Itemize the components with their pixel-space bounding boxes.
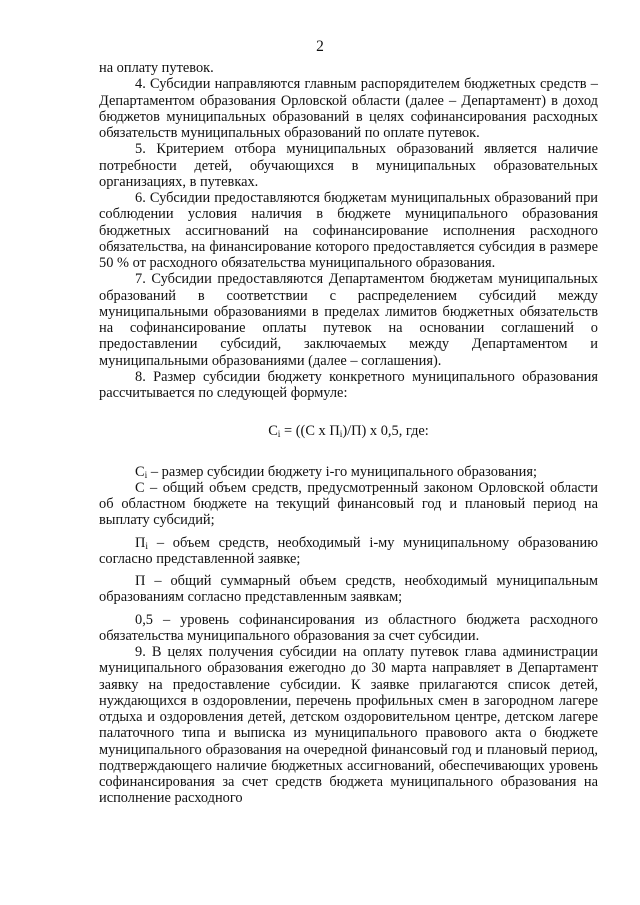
document-body [99,60,598,807]
definition-ci-symbol: С [135,463,145,480]
paragraph-9: 9. В целях получения субсидии на оплату путевок глава администрации муниципального образования ежегодно до 30 марта направляет в Департамент заявку на предоставление субсидии. К заявке прилагаются список детей, нуждающихся в оздоровлении, перечень профильных смен в загородном лагере отдыха и оздоровления детей, детском оздоровительном центре, детском лагере палаточного типа и выписка из муниципального правового акта о бюджете муниципального образования на очередной финансовый год и плановый период, подтверждающего наличие бюджетных ассигнований, обеспечивающих уровень софинансирования за счет средств бюджета муниципального образования на исполнение расходного [99,644,598,807]
definition-pi-text: – объем средств, необходимый i-му муниципальному образованию согласно представленной заявке; [99,534,598,567]
definition-p: П – общий суммарный объем средств, необходимый муниципальным образованиям согласно представленным заявкам; [99,573,598,606]
paragraph-5: 5. Критерием отбора муниципальных образований является наличие потребности детей, обучающихся в муниципальных образовательных организациях, в путевках. [99,141,598,190]
definition-ci [99,464,598,480]
definition-0-5: 0,5 – уровень софинансирования из областного бюджета расходного обязательства муниципального образования за счет субсидии. [99,611,598,644]
formula-lhs: С [268,423,278,440]
definition-pi [99,535,598,568]
definition-c: С – общий объем средств, предусмотренный законом Орловской области об областном бюджете на текущий финансовый год и плановый период на выплату субсидий; [99,479,598,529]
paragraph-6: 6. Субсидии предоставляются бюджетам муниципальных образований при соблюдении условия наличия в бюджете муниципального образования бюджетных ассигнований на софинансирование исполнения расходного обязательства, на финансирование которого предоставляется субсидия в размере 50 % от расходного обязательства муниципального образования. [99,190,598,271]
paragraph-4: 4. Субсидии направляются главным распорядителем бюджетных средств – Департаментом образования Орловской области (далее – Департамент) в доход бюджетов муниципальных образований в целях софинансирования расходных обязательств муниципальных образований по оплате путевок. [99,76,598,141]
page-number: 2 [316,38,324,55]
formula-eq-close: )/П) х 0,5, где: [342,423,429,440]
formula-lhs-subscript: i [277,430,281,441]
definition-ci-subscript: i [144,470,148,481]
formula-eq-subscript: i [339,430,343,441]
subsidy-formula [99,423,598,439]
definition-pi-symbol: П [135,534,146,551]
formula-eq-open: = ((С х П [280,423,340,440]
definition-pi-subscript: i [145,541,149,552]
paragraph-7: 7. Субсидии предоставляются Департаментом бюджетам муниципальных образований в соответствии с распределением субсидий между муниципальными образованиями в пределах лимитов бюджетных обязательств на софинансирование оплаты путевок на основании соглашений о предоставлении субсидий, заключаемых между Департаментом и муниципальными образованиями (далее – соглашения). [99,271,598,369]
paragraph-8: 8. Размер субсидии бюджету конкретного муниципального образования рассчитывается по следующей формуле: [99,368,598,401]
paragraph-3-tail: на оплату путевок. [99,60,214,76]
definition-ci-text: – размер субсидии бюджету i-го муниципального образования; [147,463,537,480]
